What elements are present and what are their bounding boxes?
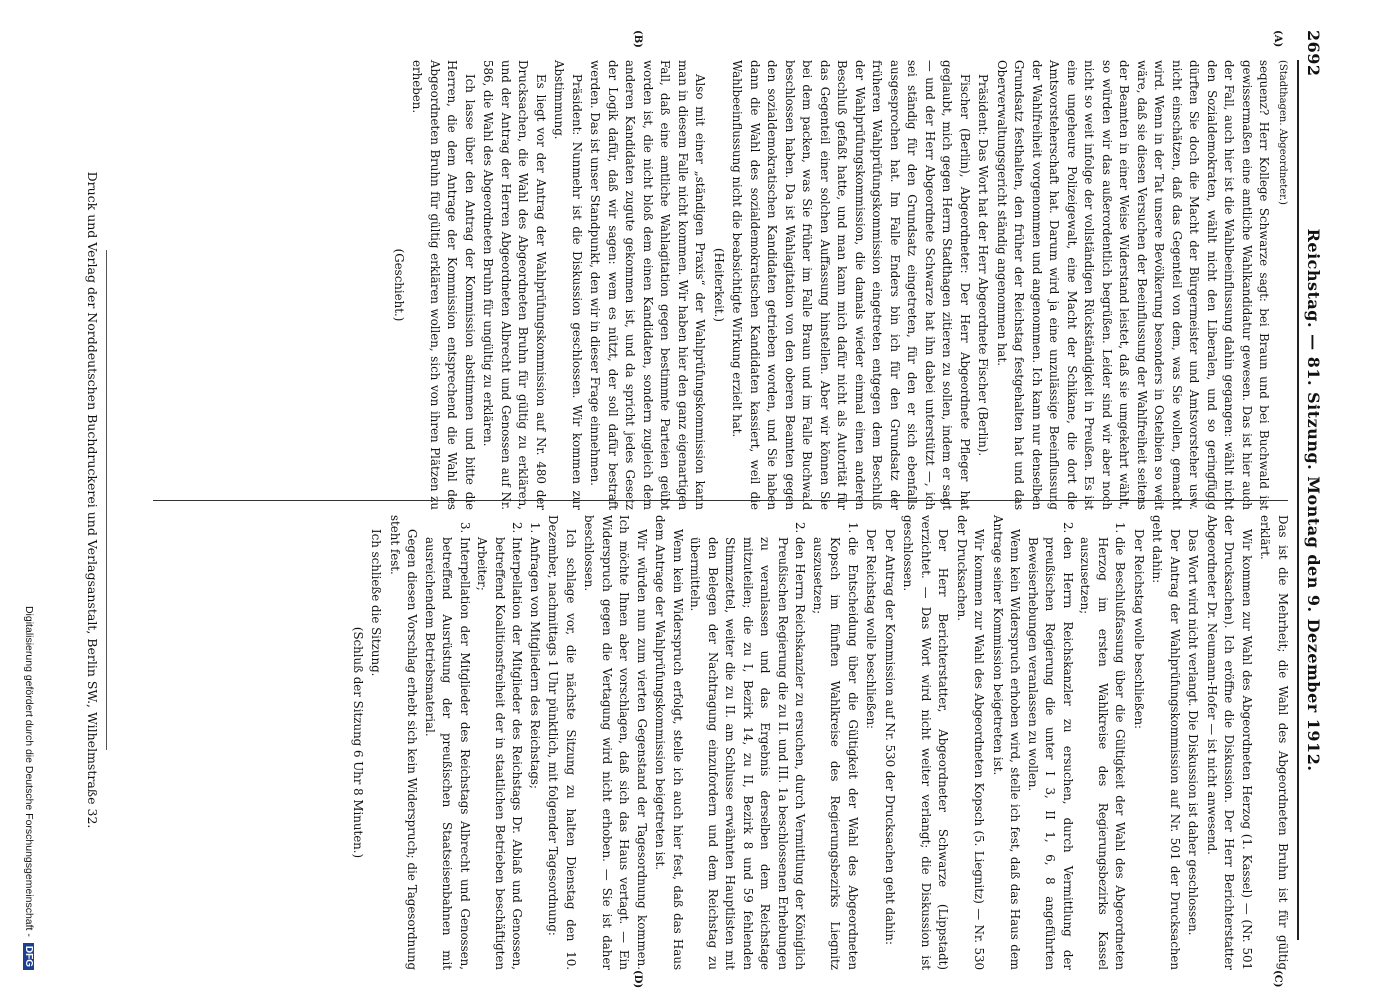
page-title: Reichstag. — 81. Sitzung. Montag den 9. Dezember 1912. — [1304, 228, 1323, 772]
paragraph: Ich schließe die Sitzung. — [369, 529, 384, 677]
digitization-text: Digitalisierung gefördert durch die Deutsche Forschungsgemeinschaft - — [23, 605, 35, 937]
paragraph: Präsident: Nunmehr ist die Diskussion geschlossen. Wir kommen zur Abstimmung. — [552, 60, 584, 510]
digitization-note — [23, 40, 35, 970]
paragraph: Der Herr Berichterstatter, Abgeordneter Schwarze (Lippstadt) verzichtet. — Das Wort wird nicht weiter verlangt; die Diskussion ist geschlossen. — [901, 515, 951, 970]
left-column — [389, 60, 1292, 510]
paragraph: Wenn kein Widerspruch erfolgt, stelle ich auch hier fest, daß das Haus dem Antrage der Wahlprüfungskommission beigetreten ist. — [653, 515, 685, 970]
session-close-note: (Schluß der Sitzung 6 Uhr 8 Minuten.) — [351, 626, 365, 859]
margin-mark-b: (B) — [632, 30, 643, 48]
paragraph: Fischer (Berlin), Abgeordneter: Der Herr Abgeordnete Pfleger hat geglaubt, mich gegen Herrn Stadthagen zitieren zu sollen, indem er sagt — und der Herr Abgeordnete Schwarze hat ihn dabei unterstützt —, ich sei ständig für den Grundsatz eingetreten, für den er sich ebenfalls ausgesprochen hat. Im Falle Enders bin ich für den Grundsatz der früheren Wahlprüfungskommission eingetreten entgegen dem Beschluß der Wahlprüfungskommission, die damals wieder einmal einen anderen Beschluß gefaßt hatte, und man kann mich dafür nicht als Autorität für das Gegenteil einer solchen Auffassung hinstellen. Aber wir können Sie bei dem packen, was Sie früher im Falle Braun und im Falle Buchwald beschlossen haben. Da ist Wahlagitation von den oberen Beamten gegen den sozialdemokratischen Kandidaten getrieben worden, und Sie haben dann die Wahl des sozialdemokratischen Kandidaten kassiert, weil die Wahlbeeinflussung nicht die beabsichtigte Wirkung erzielt hat. — [730, 60, 972, 510]
list-item: 1. die Entscheidung über die Gültigkeit der Wahl des Abgeordneten Kopsch im fünften Wahlkreise des Regierungsbezirks Liegnitz auszusetzen; — [809, 537, 862, 970]
paragraph: Der Antrag der Wahlprüfungskommission auf Nr. 501 der Drucksachen geht dahin: — [1150, 515, 1182, 970]
resolution-list-herzog — [1024, 515, 1129, 970]
page-header — [1297, 30, 1325, 970]
header-rule — [1297, 60, 1299, 940]
dfg-logo: DFG — [23, 943, 34, 970]
speaker-cont-label: (Stadthagen. Abgeordneter.) — [1277, 60, 1288, 205]
paragraph: Der Reichstag wolle beschließen: — [1132, 529, 1146, 730]
paragraph: Gegen diesen Vorschlag erhebt sich kein Widerspruch; die Tagesordnung steht fest. — [388, 515, 420, 970]
paragraph: Präsident: Das Wort hat der Herr Abgeordnete Fischer (Berlin). — [976, 74, 991, 457]
list-item: 2. Interpellation der Mitglieder des Reichstags Dr. Ablaß und Genossen, betreffend Koalitionsfreiheit der in staatlichen Betrieben beschäftigten Arbeiter; — [473, 537, 526, 970]
page-number: 2692 — [1304, 30, 1323, 77]
margin-mark-d: (D) — [632, 970, 643, 989]
footer-rule — [106, 250, 107, 750]
paragraph: Der Reichstag wolle beschließen: — [864, 529, 879, 730]
paragraph: Das Wort wird nicht verlangt. Die Diskussion ist daher geschlossen. — [1186, 529, 1201, 936]
paragraph: Ich schlage vor, die nächste Sitzung zu halten Dienstag den 10. Dezember, nachmittags 1 Uhr pünktlich, mit folgender Tagesordnung: — [546, 515, 578, 970]
agenda-list — [421, 515, 544, 970]
list-item: 2. den Herrn Reichskanzler zu ersuchen, durch Vermittlung der Königlich Preußischen Regierung die zu II. und III. 1a beschlossenen Erhebungen zu veranlassen und das Ergebnis derselben dem Reichstage mitzuteilen; die zu I, Bezirk 14, zu II, Bezirk 8 und 59 fehlenden Stimmzettel, weiter die zu II. am Schlusse erwähnten Hauptlisten mit den Belegen der Nachtragung einzufordern und dem Reichstag zu übermitteln. — [686, 537, 809, 970]
list-item: 1. die Beschlußfassung über die Gültigkeit der Wahl des Abgeordneten Herzog im ersten Wahlkreise des Regierungsbezirks Kassel auszusetzen; — [1076, 537, 1129, 970]
list-item: 2. den Herrn Reichskanzler zu ersuchen, durch Vermittlung der preußischen Regierung die unter I 3, II 1, 6, 8 angeführten Beweiserhebungen veranlassen zu wollen. — [1024, 537, 1077, 970]
paragraph: Ich lasse über den Antrag der Kommission abstimmen und bitte die Herren, die dem Antrage der Kommission entsprechend die Wahl des Abgeordneten Bruhn für gültig erklären wollen, sich von ihren Plätzen zu erheben. — [410, 60, 477, 510]
list-item: 3. Interpellation der Mitglieder des Reichstags Albrecht und Genossen, betreffend Ausrüstung der preußischen Staatseisenbahnen mit ausreichendem Betriebsmaterial. — [421, 537, 474, 970]
interjection: (Heiterkeit.) — [712, 247, 726, 322]
margin-mark-c: (C) — [1272, 970, 1283, 988]
paragraph: Der Antrag der Kommission auf Nr. 530 der Drucksachen geht dahin: — [883, 529, 897, 945]
resolution-list-kopsch — [686, 515, 861, 970]
paragraph: Wenn kein Widerspruch erhoben wird, stelle ich fest, daß das Haus dem Antrage seiner Kommission beigetreten ist. — [991, 515, 1023, 970]
paragraph: Das ist die Mehrheit; die Wahl des Abgeordneten Bruhn ist für gültig erklärt. — [1258, 515, 1290, 970]
paragraph: sequenz? Herr Kollege Schwarze sagt: bei Braun und bei Buchwald ist gewissermaßen eine amtliche Wahlkandidatur gewesen. Das ist hier auch der Fall, auch hier ist die Wahlbeeinflussung dahin gegangen: wählt nicht den Sozialdemokraten, wählt nicht den Liberalen, und so geringfügig dürften Sie doch die Macht der Bürgermeister und Amtsvorsteher usw. nicht einschätzen, daß das Gegenteil von dem, was Sie wollen, gemacht wird. Wenn in der Tat unsere Bevölkerung besonders in Ostelbien so weit wäre, daß sie diesen Versuchen der Beeinflussung der Wahlfreiheit seitens der Beamten in einer Weise Widerstand leistet, daß sie umgekehrt wählt, so würden wir das außerordentlich begrüßen. Leider sind wir aber noch nicht so weit infolge der vollständigen Rückständigkeit in Preußen. Es ist eine ungeheure Polizeigewalt, eine Macht der Schikane, die dort die Amtsvorsteherschaft hat. Darum wird ja eine unzulässige Beeinflussung der Wahlfreiheit vorgenommen und angenommen. Ich kann nur denselben Grundsatz festhalten, den früher der Reichstag festgehalten hat und das Oberverwaltungsgericht ständig angenommen hat. — [995, 60, 1272, 510]
paragraph: Wir kommen zur Wahl des Abgeordneten Herzog (1. Kassel) — (Nr. 501 der Drucksachen). Ich eröffne die Diskussion. Der Herr Berichterstatter Abgeordneter Dr. Neumann-Hofer — ist nicht anwesend. — [1205, 515, 1254, 970]
interjection: (Geschieht.) — [392, 248, 406, 322]
margin-mark-a: (A) — [1272, 30, 1283, 48]
paragraph: Wir kommen zur Wahl des Abgeordneten Kopsch (5. Liegnitz) — Nr. 530 der Drucksachen. — [955, 515, 987, 970]
column-divider — [153, 500, 1288, 501]
right-column — [348, 515, 1292, 970]
list-item: 1. Anfragen von Mitgliedern des Reichstags; — [526, 537, 544, 970]
paragraph: Also mit einer „ständigen Praxis“ der Wahlprüfungskommission kann man in diesem Falle nicht kommen. Wir haben hier den ganz eigenartigen Fall, daß eine amtliche Wahlagitation gegen bestimmte Parteien geübt worden ist, die nicht bloß dem einen Kandidaten, sondern zugleich dem anderen Kandidaten zugute gekommen ist, und da spricht jedes Gesetz der Logik dafür, daß wir sagen: wem es nützt, der soll dafür bestraft werden. Das ist unser Standpunkt, den wir in dieser Frage einnehmen. — [588, 60, 708, 510]
paragraph: Wir würden nun zum vierten Gegenstand der Tagesordnung kommen. Ich möchte Ihnen aber vorschlagen, daß sich das Haus vertagt. — Ein Widerspruch gegen die Vertagung wird nicht erhoben. — Sie ist daher beschlossen. — [582, 515, 649, 970]
paragraph: Es liegt vor der Antrag der Wahlprüfungskommission auf Nr. 480 der Drucksachen, die Wahl des Abgeordneten Bruhn für gültig zu erklären, und der Antrag der Herren Abgeordneten Albrecht und Genossen auf Nr. 586, die Wahl des Abgeordneten Bruhn für ungültig zu erklären. — [481, 60, 548, 510]
imprint-footer: Druck und Verlag der Norddeutschen Buchdruckerei und Verlagsanstalt, Berlin SW., Wilhelmstraße 32. — [85, 171, 100, 829]
